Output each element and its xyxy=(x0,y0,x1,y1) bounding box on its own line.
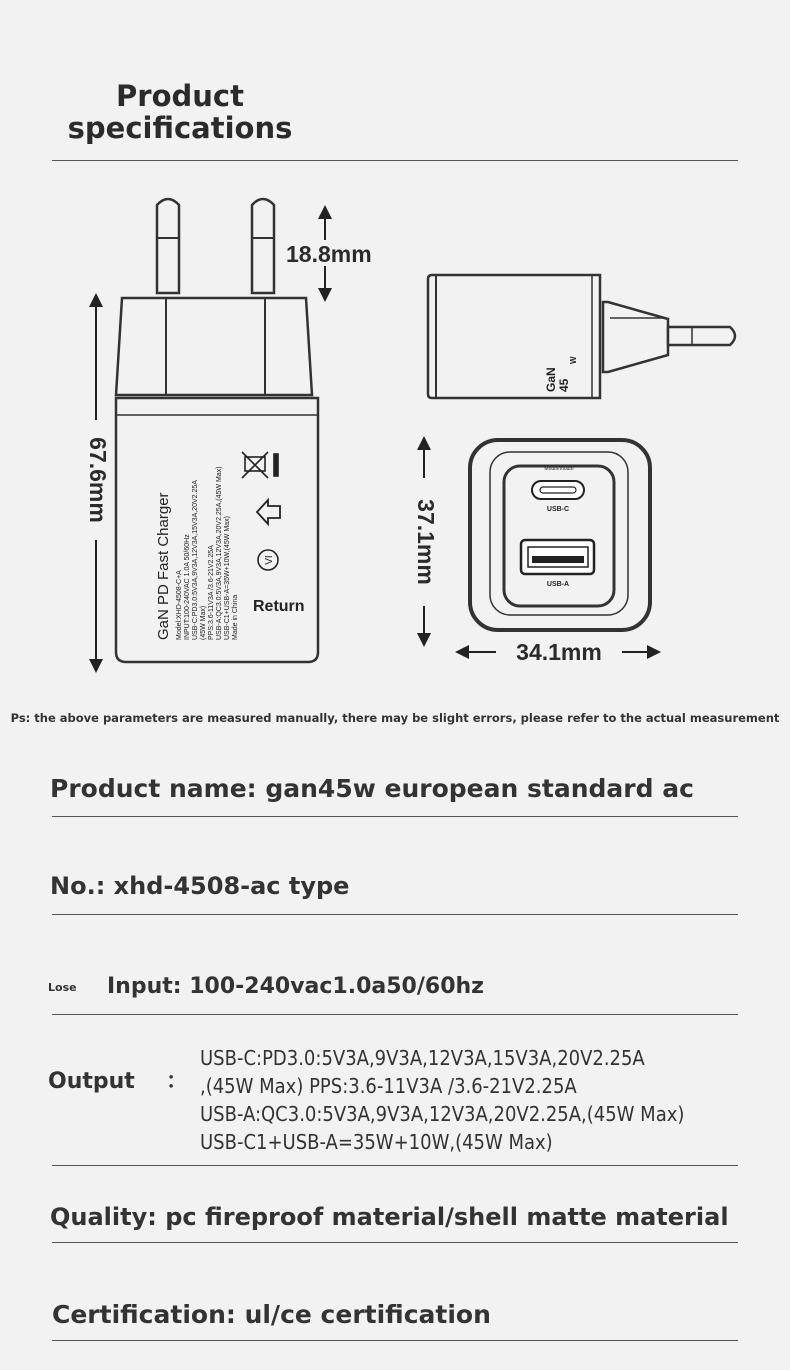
label-line: (45W Max) xyxy=(200,605,207,640)
product-name: Product name: gan45w european standard ac xyxy=(50,774,694,803)
divider xyxy=(52,816,738,817)
quality-spec: Quality: pc fireproof material/shell matte material xyxy=(50,1203,729,1231)
title-line-2: specifications xyxy=(67,111,293,145)
divider xyxy=(52,914,738,915)
label-line: USB-A:QC3.0:5V3A,9V3A,12V3A,20V2.25A,(45W Max) xyxy=(216,466,223,640)
measurement-note: Ps: the above parameters are measured manually, there may be slight errors, please refer to the actual measurement xyxy=(10,711,780,725)
label-line: USB-C:PD3.0:5V3A,9V3A,12V3A,15V3A,20V2.25A xyxy=(192,480,199,640)
usb-a-label: USB-A xyxy=(546,581,570,588)
divider xyxy=(52,1165,738,1166)
output-line: ,(45W Max) PPS:3.6-11V3A /3.6-21V2.25A xyxy=(200,1074,577,1098)
divider xyxy=(52,1014,738,1015)
output-line: USB-C1+USB-A=35W+10W,(45W Max) xyxy=(200,1130,553,1154)
label-line: USB-C1+USB-A=35W+10W,(45W Max) xyxy=(224,516,231,640)
divider xyxy=(52,1340,738,1341)
label-line: PPS:3.6-11V3A /3.6-21V2.25A xyxy=(208,545,215,640)
label-line: INPUT:100-240VAC 1.0A 50/60Hz xyxy=(184,534,191,640)
height-dimension: 67.6mm xyxy=(84,437,111,523)
charger-brand-text: GaN PD Fast Charger xyxy=(155,492,172,640)
output-spec-block xyxy=(200,1044,684,1156)
face-top-label: Mouth/mouth xyxy=(544,466,574,472)
output-line: USB-C:PD3.0:5V3A,9V3A,12V3A,15V3A,20V2.25A xyxy=(200,1046,645,1070)
input-spec: Input: 100-240vac1.0a50/60hz xyxy=(107,974,484,999)
prong-length-dimension: 18.8mm xyxy=(286,241,372,267)
svg-text:W: W xyxy=(569,356,578,364)
lose-label: Lose xyxy=(48,981,77,994)
width-dimension: 34.1mm xyxy=(516,639,602,665)
title-divider xyxy=(52,160,738,161)
svg-text:45: 45 xyxy=(557,378,571,392)
prong-left xyxy=(157,199,179,293)
svg-text:GaN: GaN xyxy=(544,367,558,392)
usb-c-label: USB-C xyxy=(546,506,570,513)
output-line: USB-A:QC3.0:5V3A,9V3A,12V3A,20V2.25A,(45W Max) xyxy=(200,1102,685,1126)
depth-dimension: 37.1mm xyxy=(412,499,439,585)
label-line: Made in China xyxy=(232,594,239,640)
svg-text:VI: VI xyxy=(264,555,275,565)
prong-right xyxy=(252,199,274,293)
label-line: Model:XHD-4508-C+A xyxy=(176,570,183,640)
title-line-1: Product xyxy=(116,79,244,113)
plug-base xyxy=(116,298,312,395)
charger-dimension-diagram xyxy=(0,180,790,690)
output-colon: ： xyxy=(166,1069,189,1094)
certification-spec: Certification: ul/ce certification xyxy=(52,1300,491,1329)
divider xyxy=(52,1242,738,1243)
return-label: Return xyxy=(253,598,305,615)
page-title xyxy=(60,80,300,144)
output-label: Output xyxy=(48,1069,135,1094)
charger-side-view xyxy=(428,275,735,398)
charger-face-view xyxy=(470,440,650,630)
product-number: No.: xhd-4508-ac type xyxy=(50,872,350,900)
